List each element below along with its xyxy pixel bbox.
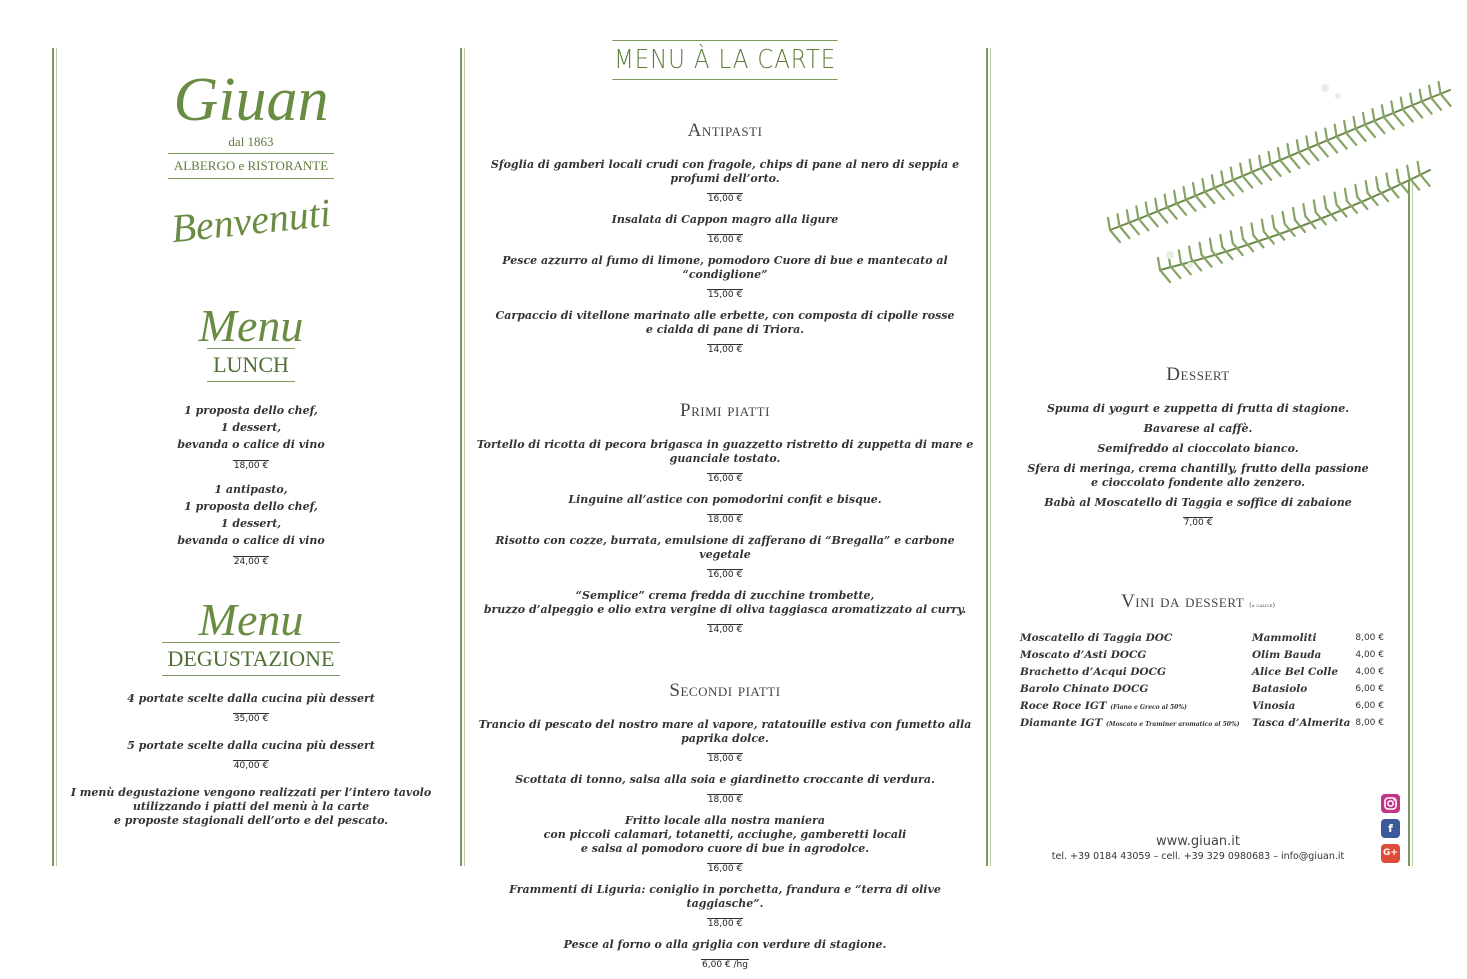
dish: [470, 213, 980, 246]
offer-line: 1 dessert,: [220, 421, 282, 434]
logo-script: Giuan: [173, 66, 329, 134]
offer-line: 1 proposta dello chef,: [184, 404, 318, 417]
wine-note: (Fiano e Greco al 50%): [1110, 703, 1187, 711]
rosemary-leaf: [1363, 113, 1365, 125]
tasting-title: DEGUSTAZIONE: [162, 642, 341, 676]
offer-line: 5 portate scelte dalla cucina più dessert: [127, 739, 375, 752]
instagram-icon[interactable]: [1381, 794, 1400, 813]
rosemary-leaf: [1221, 171, 1223, 183]
tasting-section: [60, 594, 442, 828]
rosemary-leaf: [1251, 223, 1253, 235]
google-plus-icon[interactable]: G+: [1381, 844, 1400, 863]
dish: [470, 718, 980, 765]
logo: [60, 66, 442, 179]
dish: [470, 438, 980, 485]
rosemary-leaf: [1160, 270, 1170, 282]
rosemary-leaf: [1372, 109, 1374, 121]
wine-price: 8,00 €: [1355, 717, 1384, 728]
dish-line: Pesce azzurro al fumo di limone, pomodoro Cuore di bue e mantecato al “condiglione”: [502, 254, 948, 281]
rosemary-leaf: [1136, 206, 1138, 218]
rosemary-leaf: [1386, 173, 1388, 185]
rosemary-leaf: [1204, 191, 1214, 203]
rosemary-leaf: [1365, 125, 1375, 137]
rosemary-leaf: [1283, 212, 1285, 224]
rosemary-leaf: [1393, 113, 1403, 125]
dessert-item: Spuma di yogurt e zuppetta di frutta di stagione.: [1046, 402, 1350, 415]
note-line: utilizzando i piatti del menù à la carte: [132, 800, 370, 813]
rosemary-leaf: [1327, 141, 1337, 153]
rosemary-leaf: [1384, 117, 1394, 129]
rosemary-leaf: [1397, 170, 1399, 182]
dish: [470, 589, 980, 636]
wine-name: Diamante IGT: [1020, 716, 1103, 729]
rosemary-leaf: [1165, 195, 1167, 207]
note-line: I menù degustazione vengono realizzati per l’intero tavolo: [70, 786, 432, 799]
rosemary-leaf: [1241, 227, 1243, 239]
dish-price: 14,00 €: [707, 345, 743, 355]
rosemary-leaf: [1262, 220, 1264, 232]
rosemary-leaf: [1179, 250, 1181, 262]
wine-producer: Vinosia: [1252, 699, 1296, 712]
secondi-title: Secondi piatti: [669, 680, 781, 701]
dish-line: Frammenti di Liguria: coniglio in porchetta, frandura e “terra di olive taggiasche”.: [509, 883, 941, 910]
rosemary-leaf: [1138, 218, 1148, 230]
wine-name: Barolo Chinato DOCG: [1020, 682, 1149, 695]
wine-note: (Moscato e Traminer aromatico al 50%): [1105, 720, 1240, 728]
rosemary-leaf: [1374, 121, 1384, 133]
rosemary-leaf: [1441, 94, 1451, 106]
rosemary-leaf: [1335, 193, 1337, 205]
divider-line-2: [986, 48, 988, 866]
rosemary-leaf: [1200, 243, 1202, 255]
dish-line: Sfoglia di gamberi locali crudi con fragole, chips di pane al nero di seppia e profumi dell’orto.: [490, 158, 960, 185]
rosemary-leaf: [1431, 98, 1441, 110]
rosemary-leaf: [1324, 196, 1326, 208]
dessert-line: Sfera di meringa, crema chantilly, frutto della passione: [1027, 462, 1369, 475]
wines-section: [996, 591, 1400, 731]
rosemary-leaf: [1155, 199, 1157, 211]
rosemary-leaf: [1223, 183, 1233, 195]
wine-name-cell: [1020, 663, 1252, 680]
rosemary-leaf: [1271, 164, 1281, 176]
rosemary-leaf: [1195, 195, 1205, 207]
dish: [470, 938, 980, 971]
rosemary-leaf: [1278, 148, 1280, 160]
dish-price: 15,00 €: [707, 290, 743, 300]
rosemary-leaf: [1337, 137, 1347, 149]
dish-price: 18,00 €: [707, 754, 743, 764]
wines-title: Vini da dessert: [1121, 591, 1245, 612]
rosemary-leaf: [1231, 167, 1233, 179]
dessert-section: [996, 364, 1400, 529]
rosemary-leaf: [1412, 106, 1422, 118]
wine-producer: Tasca d’Almerita: [1252, 716, 1351, 729]
offer-price: 18,00 €: [233, 461, 269, 471]
rosemary-leaf: [1129, 222, 1139, 234]
rosemary-leaf: [1250, 160, 1252, 172]
dessert-item: Semifreddo al cioccolato bianco.: [1097, 442, 1299, 455]
dish: [470, 309, 980, 356]
logo-subtitle: ALBERGO e RISTORANTE: [168, 153, 334, 179]
rosemary-leaf: [1335, 125, 1337, 137]
dish-line: Tortello di ricotta di pecora brigasca in guazzetto ristretto di zuppetta di mare e guanciale tostato.: [476, 438, 974, 465]
wine-producer: Batasiolo: [1252, 682, 1308, 695]
rosemary-leaf: [1189, 246, 1191, 258]
rosemary-leaf: [1170, 266, 1180, 278]
rosemary-leaf: [1376, 177, 1378, 189]
wine-name-cell: [1020, 646, 1252, 663]
right-column: [996, 364, 1400, 731]
rosemary-leaf: [1409, 178, 1419, 190]
lunch-title: LUNCH: [207, 348, 295, 382]
antipasti-section: [470, 120, 980, 356]
lunch-offer: [60, 402, 442, 472]
dish: [470, 814, 980, 875]
tasting-offer: [60, 739, 442, 772]
offer-price: 24,00 €: [233, 557, 269, 567]
wines-subtitle: (a calice): [1249, 602, 1275, 609]
dish: [470, 534, 980, 581]
rosemary-leaf: [1146, 202, 1148, 214]
dish-line: Insalata di Cappon magro alla ligure: [611, 213, 839, 226]
rosemary-leaf: [1117, 214, 1119, 226]
primi-section: [470, 400, 980, 636]
wine-producer: Mammoliti: [1252, 631, 1317, 644]
rosemary-leaf: [1346, 133, 1356, 145]
dish-price: 6,00 € /hg: [702, 960, 748, 970]
left-column: [60, 66, 442, 828]
dish-line: Scottata di tonno, salsa alla soia e giardinetto croccante di verdura.: [515, 773, 935, 786]
dish-price: 16,00 €: [707, 194, 743, 204]
rosemary-leaf: [1261, 168, 1271, 180]
dish-line: bruzzo d’alpeggio e olio extra vergine di oliva taggiasca aromatizzato al curry.: [483, 603, 967, 616]
wine-producer: Olim Bauda: [1252, 648, 1322, 661]
rosemary-leaf: [1233, 179, 1243, 191]
rosemary-leaf: [1410, 94, 1412, 106]
secondi-section: [470, 680, 980, 971]
offer-line: bevanda o calice di vino: [177, 534, 325, 547]
offer-line: 1 dessert,: [220, 517, 282, 530]
logo-since: dal 1863: [228, 134, 274, 149]
rosemary-leaf: [1108, 218, 1110, 230]
rosemary-leaf: [1306, 136, 1308, 148]
website[interactable]: www.giuan.it: [1156, 834, 1240, 849]
wine-row: [1020, 629, 1384, 646]
rosemary-leaf: [1429, 86, 1431, 98]
dish: [470, 493, 980, 526]
rosemary-leaf: [1193, 183, 1195, 195]
rosemary-leaf: [1119, 226, 1129, 238]
carte-title: MENU À LA CARTE: [612, 40, 837, 80]
lunch-section: [60, 300, 442, 568]
rosemary-leaf: [1314, 200, 1316, 212]
rosemary-leaf: [1202, 179, 1204, 191]
wine-price: 6,00 €: [1355, 700, 1384, 711]
rosemary-leaf: [1287, 144, 1289, 156]
offer-price: 40,00 €: [233, 761, 269, 771]
rosemary-leaf: [1418, 162, 1420, 174]
wine-row: [1020, 663, 1384, 680]
wine-price: 4,00 €: [1355, 649, 1384, 660]
rosemary-leaf: [1110, 230, 1120, 242]
wine-name-cell: [1020, 680, 1252, 697]
dish-price: 14,00 €: [707, 625, 743, 635]
dessert-item: Babà al Moscatello di Taggia e soffice di zabaione: [1044, 496, 1352, 509]
contact-details: tel. +39 0184 43059 – cell. +39 329 0980683 – info@giuan.it: [1051, 851, 1345, 862]
rosemary-leaf: [1420, 174, 1430, 186]
rosemary-leaf: [1176, 203, 1186, 215]
rosemary-leaf: [1231, 231, 1233, 243]
rosemary-leaf: [1356, 129, 1366, 141]
offer-line: bevanda o calice di vino: [177, 438, 325, 451]
dish-price: 16,00 €: [707, 570, 743, 580]
rosemary-leaf: [1303, 204, 1305, 216]
rosemary-leaf: [1186, 199, 1196, 211]
rosemary-leaf: [1242, 176, 1252, 188]
dish-line: Risotto con cozze, burrata, emulsione di zafferano di “Bregalla” e carbone vegetale: [495, 534, 955, 561]
wine-name-cell: [1020, 697, 1252, 714]
wine-price: 8,00 €: [1355, 632, 1384, 643]
dish-price: 18,00 €: [707, 515, 743, 525]
rosemary-leaf: [1148, 214, 1158, 226]
wine-row: [1020, 697, 1384, 714]
dish-price: 16,00 €: [707, 235, 743, 245]
divider-line-1: [460, 48, 462, 866]
rosemary-leaf: [1212, 175, 1214, 187]
dish: [470, 254, 980, 301]
rosemary-leaf: [1297, 140, 1299, 152]
offer-line: 1 proposta dello chef,: [184, 500, 318, 513]
rosemary-leaf: [1184, 187, 1186, 199]
rosemary-leaf: [1325, 129, 1327, 141]
wine-row: [1020, 646, 1384, 663]
rosemary-leaf: [1382, 105, 1384, 117]
rosemary-leaf: [1326, 208, 1336, 220]
wine-name-cell: [1020, 714, 1252, 731]
rosemary-leaf: [1355, 185, 1357, 197]
rosemary-leaf: [1289, 156, 1299, 168]
lunch-offer: [60, 481, 442, 568]
rosemary-leaf: [1127, 210, 1129, 222]
dish-price: 16,00 €: [707, 474, 743, 484]
rosemary-leaf: [1354, 117, 1356, 129]
offer-line: 4 portate scelte dalla cucina più dessert: [127, 692, 375, 705]
rosemary-leaf: [1439, 82, 1441, 94]
wine-name-cell: [1020, 629, 1252, 646]
rosemary-leaf: [1420, 90, 1422, 102]
rosemary-illustration: [1100, 60, 1460, 300]
rosemary-leaf: [1403, 109, 1413, 121]
rosemary-leaf: [1214, 187, 1224, 199]
facebook-icon[interactable]: f: [1381, 819, 1400, 838]
rosemary-leaf: [1337, 205, 1347, 217]
left-border-line: [52, 48, 54, 866]
wine-price: 6,00 €: [1355, 683, 1384, 694]
rosemary-leaf: [1293, 208, 1295, 220]
rosemary-leaf: [1158, 258, 1160, 270]
wine-name: Moscato d’Asti DOCG: [1020, 648, 1147, 661]
dish-line: e cialda di pane di Triora.: [645, 323, 805, 336]
wine-name: Roce Roce IGT: [1020, 699, 1107, 712]
rosemary-leaf: [1280, 160, 1290, 172]
dish-line: con piccoli calamari, totanetti, acciughe, gamberetti locali: [543, 828, 907, 841]
dessert-price: 7,00 €: [1183, 518, 1213, 528]
dish: [470, 158, 980, 205]
rosemary-leaf: [1167, 207, 1177, 219]
rosemary-leaf: [1269, 152, 1271, 164]
note-line: e proposte stagionali dell’orto e del pescato.: [113, 814, 389, 827]
rosemary-leaf: [1308, 148, 1318, 160]
wine-producer: Alice Bel Colle: [1252, 665, 1339, 678]
dish-line: Linguine all’astice con pomodorini confit e bisque.: [568, 493, 882, 506]
offer-line: 1 antipasto,: [214, 483, 288, 496]
rosemary-leaf: [1391, 101, 1393, 113]
tasting-note: [60, 786, 442, 828]
rosemary-leaf: [1220, 235, 1222, 247]
dessert-item: Bavarese al caffè.: [1143, 422, 1253, 435]
dish-price: 18,00 €: [707, 919, 743, 929]
rosemary-leaf: [1422, 102, 1432, 114]
dessert-line: e cioccolato fondente allo zenzero.: [1091, 476, 1305, 489]
rosemary-leaf: [1318, 144, 1328, 156]
rosemary-leaf: [1366, 181, 1368, 193]
rosemary-leaf: [1210, 239, 1212, 251]
dish-line: Fritto locale alla nostra maniera: [625, 814, 825, 827]
contact: [1040, 834, 1356, 862]
dessert-item: [996, 462, 1400, 490]
dish-line: Pesce al forno o alla griglia con verdure di stagione.: [563, 938, 887, 951]
antipasti-title: Antipasti: [687, 120, 763, 141]
rosemary-leaf: [1252, 172, 1262, 184]
dish-line: “Semplice” crema fredda di zucchine trombette,: [575, 589, 875, 602]
wine-row: [1020, 680, 1384, 697]
dish: [470, 773, 980, 806]
offer-price: 35,00 €: [233, 714, 269, 724]
rosemary-leaf: [1299, 152, 1309, 164]
tasting-script: Menu: [198, 594, 304, 645]
dish-line: e salsa al pomodoro cuore di bue in agrodolce.: [580, 842, 870, 855]
wine-row: [1020, 714, 1384, 731]
welcome-text: Benvenuti: [169, 189, 333, 252]
wines-table: [1020, 629, 1384, 731]
dessert-title: Dessert: [1166, 364, 1230, 385]
rosemary-leaf: [1272, 216, 1274, 228]
middle-column: [470, 40, 980, 979]
rosemary-leaf: [1240, 164, 1242, 176]
dish-price: 16,00 €: [707, 864, 743, 874]
dish-price: 18,00 €: [707, 795, 743, 805]
rosemary-leaf: [1316, 132, 1318, 144]
dish-line: Carpaccio di vitellone marinato alle erbette, con composta di cipolle rosse: [495, 309, 955, 322]
rosemary-leaf: [1157, 211, 1167, 223]
rosemary-leaf: [1401, 97, 1403, 109]
rosemary-leaf: [1174, 191, 1176, 203]
dish: [470, 883, 980, 930]
rosemary-leaf: [1345, 189, 1347, 201]
rosemary-leaf: [1259, 156, 1261, 168]
wine-name: Brachetto d’Acqui DOCG: [1020, 665, 1167, 678]
lunch-script: Menu: [198, 300, 304, 351]
tasting-offer: [60, 692, 442, 725]
wine-price: 4,00 €: [1355, 666, 1384, 677]
dish-line: Trancio di pescato del nostro mare al vapore, ratatouille estiva con fumetto alla paprika dolce.: [478, 718, 972, 745]
wine-name: Moscatello di Taggia DOC: [1020, 631, 1173, 644]
rosemary-leaf: [1407, 166, 1409, 178]
wines-heading: [996, 591, 1400, 613]
rosemary-leaf: [1344, 121, 1346, 133]
primi-title: Primi piatti: [680, 400, 770, 421]
